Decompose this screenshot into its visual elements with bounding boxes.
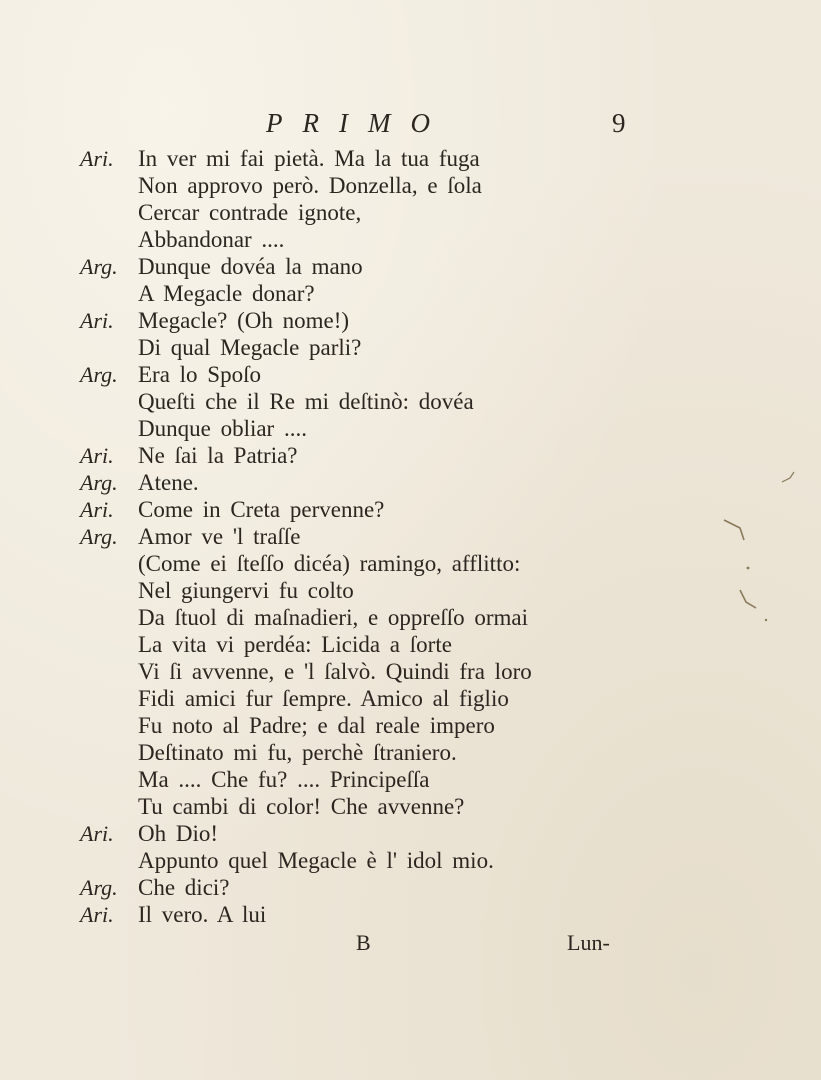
verse-text: Abbandonar ....: [138, 227, 285, 252]
verse-text: Cercar contrade ignote,: [138, 200, 362, 225]
verse-text: Queſti che il Re mi deſtinò: dovéa: [138, 389, 474, 414]
verse-line: [0, 550, 821, 577]
speaker-label: Ari.: [80, 821, 114, 846]
verse-text: Non approvo però. Donzella, e ſola: [138, 173, 482, 198]
speaker-label: Arg.: [80, 470, 118, 495]
speaker-label: Arg.: [80, 362, 118, 387]
verse-text: Appunto quel Megacle è l' idol mio.: [138, 848, 494, 873]
verse-line: [0, 658, 821, 685]
verse-line: [0, 361, 821, 388]
verse-line: [0, 469, 821, 496]
catchword: Lun-: [567, 930, 610, 955]
verse-text: Dunque dovéa la mano: [138, 254, 363, 279]
verse-line: [0, 631, 821, 658]
speaker-label: Ari.: [80, 497, 114, 522]
page-header: [0, 108, 821, 142]
verse-text: Amor ve 'l traſſe: [138, 524, 301, 549]
verse-line: [0, 496, 821, 523]
page-number: 9: [612, 108, 626, 138]
verse-line: [0, 334, 821, 361]
verse-text: Come in Creta pervenne?: [138, 497, 385, 522]
verse-text: Fidi amici fur ſempre. Amico al figlio: [138, 686, 509, 711]
verse-line: [0, 685, 821, 712]
verse-text: Di qual Megacle parli?: [138, 335, 362, 360]
verse-line: [0, 739, 821, 766]
paper-specks-decoration: [720, 470, 810, 640]
speaker-label: Ari.: [80, 146, 114, 171]
verse-text: Fu noto al Padre; e dal reale impero: [138, 713, 495, 738]
verse-text: In ver mi fai pietà. Ma la tua fuga: [138, 146, 480, 171]
verse-text: Ne ſai la Patria?: [138, 443, 298, 468]
verse-text: Che dici?: [138, 875, 230, 900]
verse-line: [0, 253, 821, 280]
verse-line: [0, 523, 821, 550]
verse-line: [0, 280, 821, 307]
page-footer: [0, 930, 821, 962]
speaker-label: Arg.: [80, 254, 118, 279]
signature-mark: B: [356, 930, 371, 955]
verse-text: Megacle? (Oh nome!): [138, 308, 350, 333]
verse-line: [0, 388, 821, 415]
verse-text: Dunque obliar ....: [138, 416, 307, 441]
running-title: PRIMO: [266, 108, 450, 138]
verse-text: Ma .... Che fu? .... Principeſſa: [138, 767, 430, 792]
verse-text: Deſtinato mi fu, perchè ſtraniero.: [138, 740, 457, 765]
verse-line: [0, 874, 821, 901]
verse-line: [0, 577, 821, 604]
verse-line: [0, 712, 821, 739]
verse-line: [0, 766, 821, 793]
speaker-label: Ari.: [80, 902, 114, 927]
verse-line: [0, 820, 821, 847]
speaker-label: Ari.: [80, 443, 114, 468]
verse-line: [0, 172, 821, 199]
verse-line: [0, 604, 821, 631]
verse-text: Era lo Spoſo: [138, 362, 261, 387]
speaker-label: Ari.: [80, 308, 114, 333]
dialogue-text: [0, 145, 821, 928]
speaker-label: Arg.: [80, 875, 118, 900]
verse-line: [0, 847, 821, 874]
verse-line: [0, 307, 821, 334]
verse-text: Atene.: [138, 470, 199, 495]
verse-line: [0, 442, 821, 469]
speaker-label: Arg.: [80, 524, 118, 549]
verse-text: A Megacle donar?: [138, 281, 315, 306]
verse-line: [0, 199, 821, 226]
verse-text: Il vero. A lui: [138, 902, 267, 927]
verse-line: [0, 793, 821, 820]
verse-line: [0, 415, 821, 442]
verse-text: Oh Dio!: [138, 821, 219, 846]
verse-text: (Come ei ſteſſo dicéa) ramingo, afflitto:: [138, 551, 521, 576]
verse-text: La vita vi perdéa: Licida a ſorte: [138, 632, 452, 657]
verse-line: [0, 145, 821, 172]
verse-line: [0, 901, 821, 928]
verse-line: [0, 226, 821, 253]
verse-text: Da ſtuol di maſnadieri, e oppreſſo ormai: [138, 605, 528, 630]
verse-text: Nel giungervi fu colto: [138, 578, 354, 603]
verse-text: Tu cambi di color! Che avvenne?: [138, 794, 465, 819]
verse-text: Vi ſi avvenne, e 'l ſalvò. Quindi fra loro: [138, 659, 532, 684]
